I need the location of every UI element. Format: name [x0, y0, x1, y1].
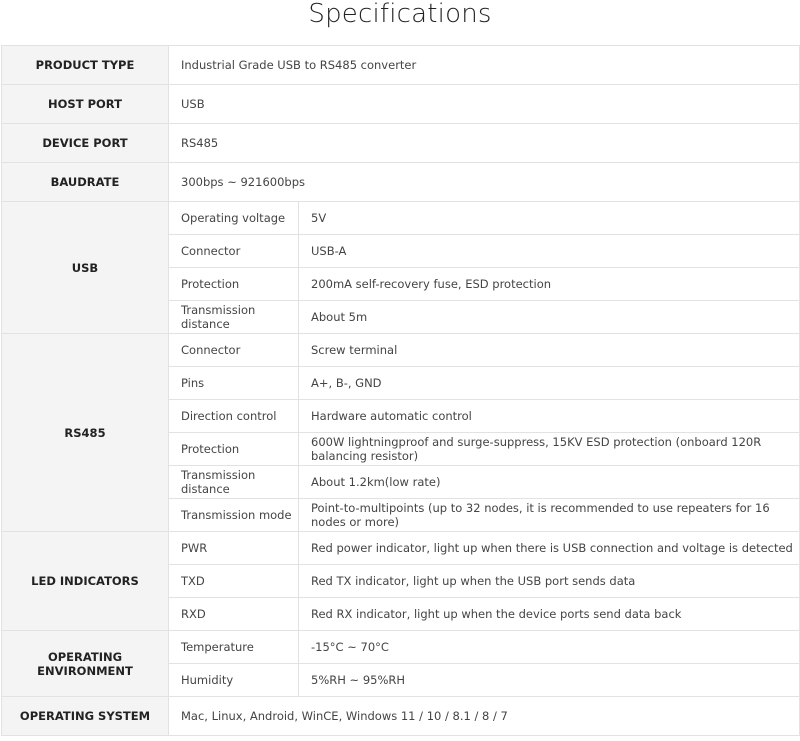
row-header-device-port: DEVICE PORT [2, 124, 169, 163]
spec-key: Operating voltage [169, 202, 299, 235]
spec-value: About 5m [299, 301, 800, 334]
spec-value: Red RX indicator, light up when the device ports send data back [299, 598, 800, 631]
row-header-rs485: RS485 [2, 334, 169, 532]
table-row [2, 124, 800, 163]
table-row [2, 334, 800, 367]
spec-key: PWR [169, 532, 299, 565]
spec-key: Transmission distance [169, 301, 299, 334]
spec-key: Direction control [169, 400, 299, 433]
row-header-host-port: HOST PORT [2, 85, 169, 124]
specifications-table [1, 45, 800, 736]
spec-key: TXD [169, 565, 299, 598]
page-title: Specifications [308, 0, 492, 29]
spec-value: Red power indicator, light up when there is USB connection and voltage is detected [299, 532, 800, 565]
spec-value: Screw terminal [299, 334, 800, 367]
row-header-led-indicators: LED INDICATORS [2, 532, 169, 631]
spec-key: Pins [169, 367, 299, 400]
table-row [2, 532, 800, 565]
spec-value: 600W lightningproof and surge-suppress, 15KV ESD protection (onboard 120R balancing resistor) [299, 433, 800, 466]
device-port-value: RS485 [169, 124, 800, 163]
spec-value: A+, B-, GND [299, 367, 800, 400]
spec-key: Transmission mode [169, 499, 299, 532]
spec-value: 200mA self-recovery fuse, ESD protection [299, 268, 800, 301]
host-port-value: USB [169, 85, 800, 124]
spec-value: 5V [299, 202, 800, 235]
row-header-operating-system: OPERATING SYSTEM [2, 697, 169, 736]
spec-value: Red TX indicator, light up when the USB port sends data [299, 565, 800, 598]
spec-key: Humidity [169, 664, 299, 697]
spec-value: About 1.2km(low rate) [299, 466, 800, 499]
spec-key: Protection [169, 433, 299, 466]
row-header-baudrate: BAUDRATE [2, 163, 169, 202]
table-row [2, 631, 800, 664]
spec-value: -15°C ~ 70°C [299, 631, 800, 664]
spec-value: Hardware automatic control [299, 400, 800, 433]
row-header-product-type: PRODUCT TYPE [2, 46, 169, 85]
spec-value: Point-to-multipoints (up to 32 nodes, it is recommended to use repeaters for 16 nodes or more) [299, 499, 800, 532]
spec-key: Connector [169, 235, 299, 268]
table-row [2, 163, 800, 202]
operating-system-value: Mac, Linux, Android, WinCE, Windows 11 / 10 / 8.1 / 8 / 7 [169, 697, 800, 736]
spec-key: Protection [169, 268, 299, 301]
spec-key: Transmission distance [169, 466, 299, 499]
table-row [2, 46, 800, 85]
spec-key: Connector [169, 334, 299, 367]
table-row [2, 202, 800, 235]
row-header-operating-environment: OPERATING ENVIRONMENT [2, 631, 169, 697]
table-row [2, 85, 800, 124]
spec-key: Temperature [169, 631, 299, 664]
spec-value: 5%RH ~ 95%RH [299, 664, 800, 697]
table-row [2, 697, 800, 736]
row-header-usb: USB [2, 202, 169, 334]
baudrate-value: 300bps ~ 921600bps [169, 163, 800, 202]
spec-value: USB-A [299, 235, 800, 268]
product-type-value: Industrial Grade USB to RS485 converter [169, 46, 800, 85]
spec-key: RXD [169, 598, 299, 631]
